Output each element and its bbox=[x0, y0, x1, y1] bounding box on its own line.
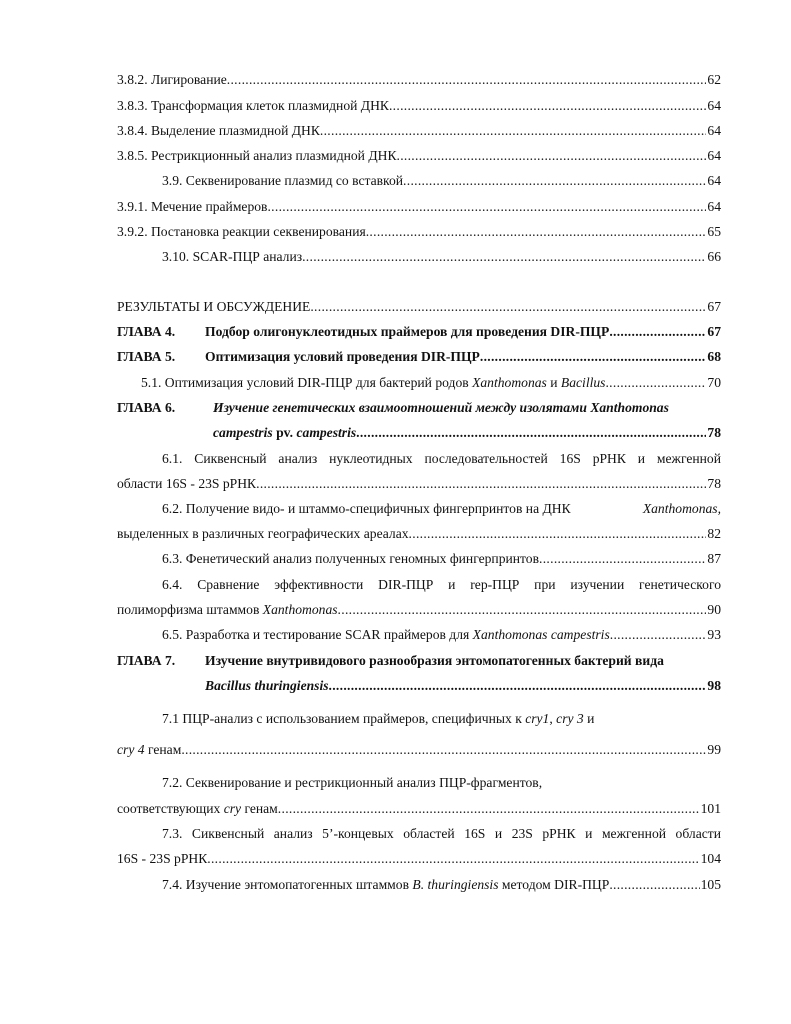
toc-entry[interactable]: 3.8.4. Выделение плазмидной ДНК ..... 64 bbox=[117, 122, 721, 140]
toc-entry[interactable]: 6.5. Разработка и тестирование SCAR праймеров для Xanthomonas campestris ..... 93 bbox=[162, 626, 721, 644]
toc-entry-line[interactable]: 6.2. Получение видо- и штаммо-специфичных фингерпринтов на ДНК Xanthomonas, bbox=[162, 501, 721, 516]
toc-entry[interactable]: 5.1. Оптимизация условий DIR-ПЦР для бактерий родов Xanthomonas и Bacillus ..... 70 bbox=[141, 374, 721, 392]
toc-entry-line[interactable]: 7.1 ПЦР-анализ с использованием праймеров, специфичных к cry1, cry 3 и bbox=[162, 711, 595, 726]
toc-entry-line[interactable]: 6.4. Сравнение эффективности DIR-ПЦР и rep-ПЦР при изучении генетического bbox=[162, 577, 721, 592]
toc-entry[interactable]: выделенных в различных географических ареалах ..... 82 bbox=[117, 525, 721, 543]
toc-entry[interactable]: 3.9. Секвенирование плазмид со вставкой ..... 64 bbox=[162, 172, 721, 190]
toc-chapter-4[interactable]: ГЛАВА 4. Подбор олигонуклеотидных праймеров для проведения DIR-ПЦР ..... 67 bbox=[117, 323, 721, 341]
toc-entry[interactable]: 16S - 23S рРНК ..... 104 bbox=[117, 850, 721, 868]
toc-section-results[interactable]: РЕЗУЛЬТАТЫ И ОБСУЖДЕНИЕ ..... 67 bbox=[117, 298, 721, 316]
toc-entry[interactable]: 6.3. Фенетический анализ полученных геномных фингерпринтов ..... 87 bbox=[162, 550, 721, 568]
toc-entry[interactable]: 3.9.2. Постановка реакции секвенирования ..... 65 bbox=[117, 223, 721, 241]
toc-entry-line[interactable]: 7.3. Сиквенсный анализ 5’-концевых областей 16S и 23S рРНК и межгенной области bbox=[162, 826, 721, 841]
toc-entry[interactable]: 3.10. SCAR-ПЦР анализ ..... 66 bbox=[162, 248, 721, 266]
toc-entry-line[interactable]: 6.1. Сиквенсный анализ нуклеотидных последовательностей 16S рРНК и межгенной bbox=[162, 451, 721, 466]
toc-entry[interactable]: области 16S - 23S рРНК ..... 78 bbox=[117, 475, 721, 493]
toc-chapter-6-title[interactable]: ГЛАВА 6. Изучение генетических взаимоотношений между изолятами Xanthomonas bbox=[117, 400, 669, 415]
toc-chapter-7-title[interactable]: ГЛАВА 7. Изучение внутривидового разнообразия энтомопатогенных бактерий вида bbox=[117, 653, 664, 668]
toc-chapter-5[interactable]: ГЛАВА 5. Оптимизация условий проведения DIR-ПЦР ..... 68 bbox=[117, 348, 721, 366]
toc-entry[interactable]: 3.8.3. Трансформация клеток плазмидной ДНК ..... 64 bbox=[117, 97, 721, 115]
toc-entry[interactable]: соответствующих cry генам ..... 101 bbox=[117, 800, 721, 818]
toc-entry[interactable]: 3.8.5. Рестрикционный анализ плазмидной ДНК ..... 64 bbox=[117, 147, 721, 165]
toc-chapter-6-continuation[interactable]: campestris pv. campestris ..... 78 bbox=[213, 424, 721, 442]
toc-entry[interactable]: 7.4. Изучение энтомопатогенных штаммов B. thuringiensis методом DIR-ПЦР ..... 105 bbox=[162, 876, 721, 894]
toc-entry-line[interactable]: 7.2. Секвенирование и рестрикционный анализ ПЦР-фрагментов, bbox=[162, 775, 543, 790]
toc-entry[interactable]: полиморфизма штаммов Xanthomonas ..... 90 bbox=[117, 601, 721, 619]
toc-entry[interactable]: 3.8.2. Лигирование ..... 62 bbox=[117, 71, 721, 89]
toc-chapter-7-continuation[interactable]: Bacillus thuringiensis ..... 98 bbox=[205, 677, 721, 695]
toc-entry[interactable]: 3.9.1. Мечение праймеров ..... 64 bbox=[117, 198, 721, 216]
toc-entry[interactable]: cry 4 генам ..... 99 bbox=[117, 741, 721, 759]
